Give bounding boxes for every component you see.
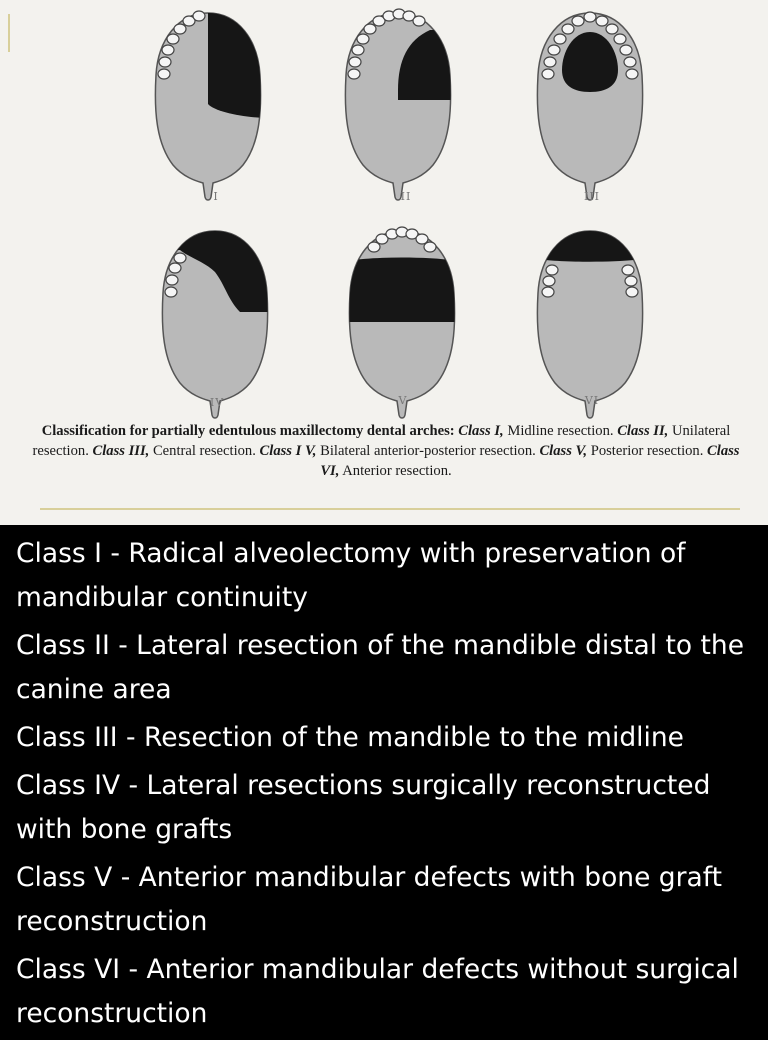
caption-desc-6: Anterior resection. (342, 463, 452, 479)
label-class-5: V (398, 394, 408, 407)
figure-caption (30, 421, 742, 481)
arch-class-5 (340, 227, 464, 418)
class-item-4: Class IV - Lateral resections surgically reconstructed with bone grafts (16, 770, 711, 845)
arch-class-3 (537, 12, 642, 200)
caption-desc-5: Posterior resection. (590, 443, 704, 459)
arch-class-6 (530, 225, 650, 418)
caption-lead: Classification for partially edentulous maxillectomy dental arches: (41, 423, 455, 439)
caption-class-1: Class I, (458, 423, 504, 439)
label-class-6: VI (584, 394, 600, 407)
caption-class-3: Class III, (92, 443, 150, 459)
caption-class-6: Class VI, (320, 443, 740, 479)
mandibular-class-list (16, 532, 764, 1040)
caption-desc-4: Bilateral anterior-posterior resection. (320, 443, 536, 459)
caption-class-2: Class II, (617, 423, 669, 439)
label-class-3: III (583, 190, 601, 203)
class-item-2: Class II - Lateral resection of the mandible distal to the canine area (16, 630, 745, 705)
label-class-2: II (400, 190, 412, 203)
maxillectomy-diagram (0, 0, 768, 420)
arch-class-1 (155, 5, 270, 200)
caption-divider (40, 508, 740, 510)
class-item-5: Class V - Anterior mandibular defects with bone graft reconstruction (16, 862, 723, 937)
label-class-4: IV (209, 396, 225, 409)
class-item-1: Class I - Radical alveolectomy with preservation of mandibular continuity (16, 538, 686, 613)
caption-class-4: Class I V, (259, 443, 317, 459)
caption-desc-1: Midline resection. (507, 423, 614, 439)
arch-class-2 (345, 9, 460, 200)
class-item-6: Class VI - Anterior mandibular defects without surgical reconstruction (16, 954, 739, 1029)
class-item-3: Class III - Resection of the mandible to the midline (16, 722, 684, 753)
label-class-1: I (213, 190, 219, 203)
caption-desc-2: Unilateral resection. (32, 423, 731, 459)
arch-class-4 (150, 225, 280, 418)
caption-class-5: Class V, (539, 443, 588, 459)
caption-desc-3: Central resection. (152, 443, 256, 459)
